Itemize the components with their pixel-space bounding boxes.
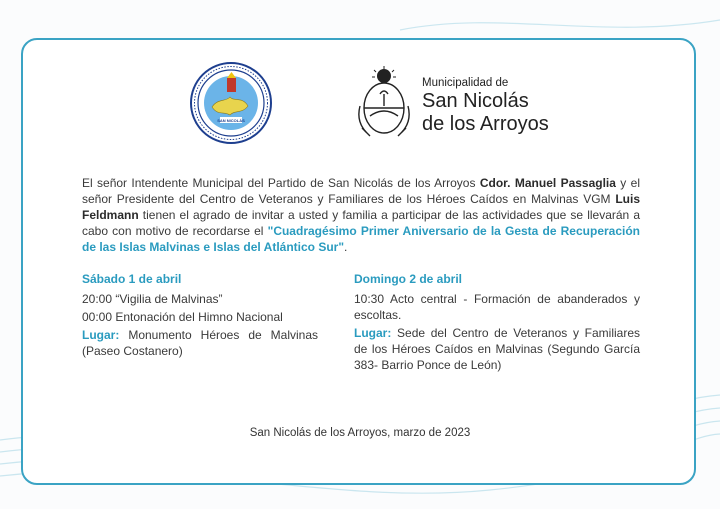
intro-part-4: . (344, 240, 348, 254)
municipality-line-2: San Nicolás (422, 90, 529, 112)
day-2-place (354, 325, 640, 373)
day-2-title: Domingo 2 de abril (354, 272, 463, 286)
intro-part-2: y el señor Presidente del Centro de Veteranos y Familiares de los Héroes Caídos en Malvinas VGM (82, 176, 640, 206)
day-2-schedule (354, 271, 640, 375)
day-2-place-label: Lugar: (354, 326, 392, 340)
seal-bottom-text: SAN NICOLÁS (217, 118, 245, 123)
municipality-name (422, 76, 549, 136)
municipality-line-3: de los Arroyos (422, 113, 549, 135)
day-2-place-value: Sede del Centro de Veteranos y Familiares de los Héroes Caídos en Malvinas (Segundo García 383- Barrio Ponce de León) (354, 326, 640, 372)
veterans-seal-logo (190, 62, 272, 144)
municipality-line-1: Municipalidad de (422, 77, 509, 89)
day-1-item-1: 20:00 “Vigilia de Malvinas” (82, 292, 223, 306)
day-1-title: Sábado 1 de abril (82, 272, 182, 286)
mayor-name: Cdor. Manuel Passaglia (479, 176, 616, 190)
invitation-text (82, 175, 640, 255)
day-1-item-2: 00:00 Entonación del Himno Nacional (82, 310, 283, 324)
day-1-place-value: Monumento Héroes de Malvinas (Paseo Costanero) (82, 328, 318, 358)
day-2-item-1: 10:30 Acto central - Formación de abanderados y escoltas. (354, 292, 640, 322)
municipality-emblem-icon (356, 66, 412, 140)
place-and-date: San Nicolás de los Arroyos, marzo de 2023 (249, 427, 471, 439)
day-1-place (82, 327, 318, 359)
day-1-schedule (82, 271, 318, 361)
day-1-place-label: Lugar: (82, 328, 120, 342)
president-name: Luis Feldmann (82, 192, 640, 222)
event-name: "Cuadragésimo Primer Aniversario de la Gesta de Recuperación de las Islas Malvinas e Islas del Atlántico Sur" (82, 224, 641, 254)
intro-part-1: El señor Intendente Municipal del Partido de San Nicolás de los Arroyos (82, 176, 480, 190)
intro-part-3: tienen el agrado de invitar a usted y familia a participar de las actividades que se llevarán a cabo con motivo de recordarse el (82, 208, 640, 238)
